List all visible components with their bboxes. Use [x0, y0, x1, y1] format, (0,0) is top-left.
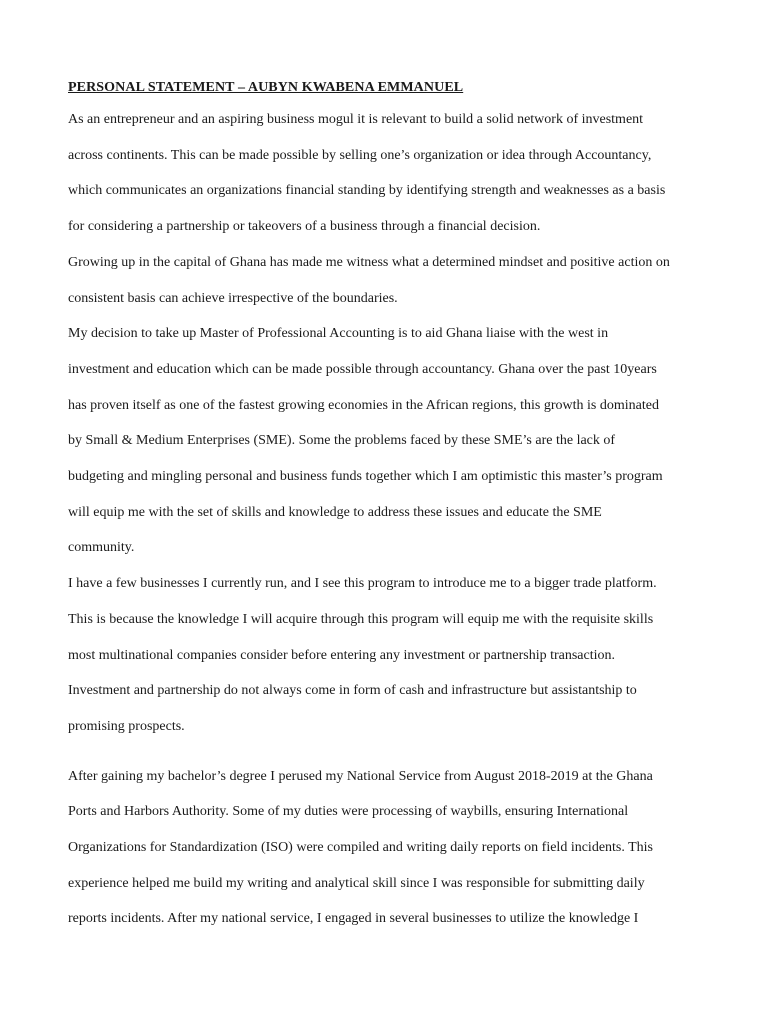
paragraph-line: I have a few businesses I currently run, and I see this program to introduce me to a bigger trade platform. [68, 576, 657, 592]
paragraph-line: most multinational companies consider before entering any investment or partnership transaction. [68, 647, 616, 663]
paragraph-line: My decision to take up Master of Professional Accounting is to aid Ghana liaise with the west in [68, 326, 609, 342]
paragraph-line: This is because the knowledge I will acquire through this program will equip me with the requisite skills [68, 611, 654, 627]
paragraph-line: for considering a partnership or takeovers of a business through a financial decision. [68, 219, 541, 235]
paragraph-line: investment and education which can be made possible through accountancy. Ghana over the past 10years [68, 361, 657, 377]
paragraph-businesses [68, 566, 720, 745]
paragraph-intro [68, 102, 720, 245]
paragraph-line: Ports and Harbors Authority. Some of my duties were processing of waybills, ensuring International [68, 804, 629, 820]
paragraph-line: community. [68, 540, 135, 556]
paragraph-line: budgeting and mingling personal and business funds together which I am optimistic this master’s program [68, 469, 663, 485]
paragraph-line: experience helped me build my writing and analytical skill since I was responsible for submitting daily [68, 875, 645, 891]
paragraph-line: Investment and partnership do not always come in form of cash and infrastructure but assistantship to [68, 683, 637, 699]
paragraph-national-service [68, 759, 720, 938]
paragraph-line: As an entrepreneur and an aspiring business mogul it is relevant to build a solid network of investment [68, 112, 644, 127]
paragraph-growing-up [68, 245, 720, 316]
paragraph-line: will equip me with the set of skills and knowledge to address these issues and educate the SME [68, 504, 602, 520]
paragraph-line: Growing up in the capital of Ghana has made me witness what a determined mindset and positive action on [68, 254, 670, 270]
paragraph-line: reports incidents. After my national service, I engaged in several businesses to utilize the knowledge I [68, 911, 639, 927]
paragraph-line: After gaining my bachelor’s degree I perused my National Service from August 2018-2019 at the Ghana [68, 768, 653, 784]
paragraph-spacer [68, 745, 720, 759]
document-title: PERSONAL STATEMENT – AUBYN KWABENA EMMANUEL [68, 80, 464, 95]
paragraph-line: which communicates an organizations financial standing by identifying strength and weaknesses as a basis [68, 183, 666, 199]
paragraph-line: consistent basis can achieve irrespective of the boundaries. [68, 290, 398, 306]
paragraph-line: by Small & Medium Enterprises (SME). Some the problems faced by these SME’s are the lack of [68, 433, 616, 449]
paragraph-decision [68, 316, 720, 566]
paragraph-line: Organizations for Standardization (ISO) were compiled and writing daily reports on field incidents. This [68, 840, 654, 856]
paragraph-line: has proven itself as one of the fastest growing economies in the African regions, this growth is dominated [68, 397, 659, 413]
paragraph-line: across continents. This can be made possible by selling one’s organization or idea through Accountancy, [68, 147, 652, 163]
paragraph-line: promising prospects. [68, 718, 185, 734]
